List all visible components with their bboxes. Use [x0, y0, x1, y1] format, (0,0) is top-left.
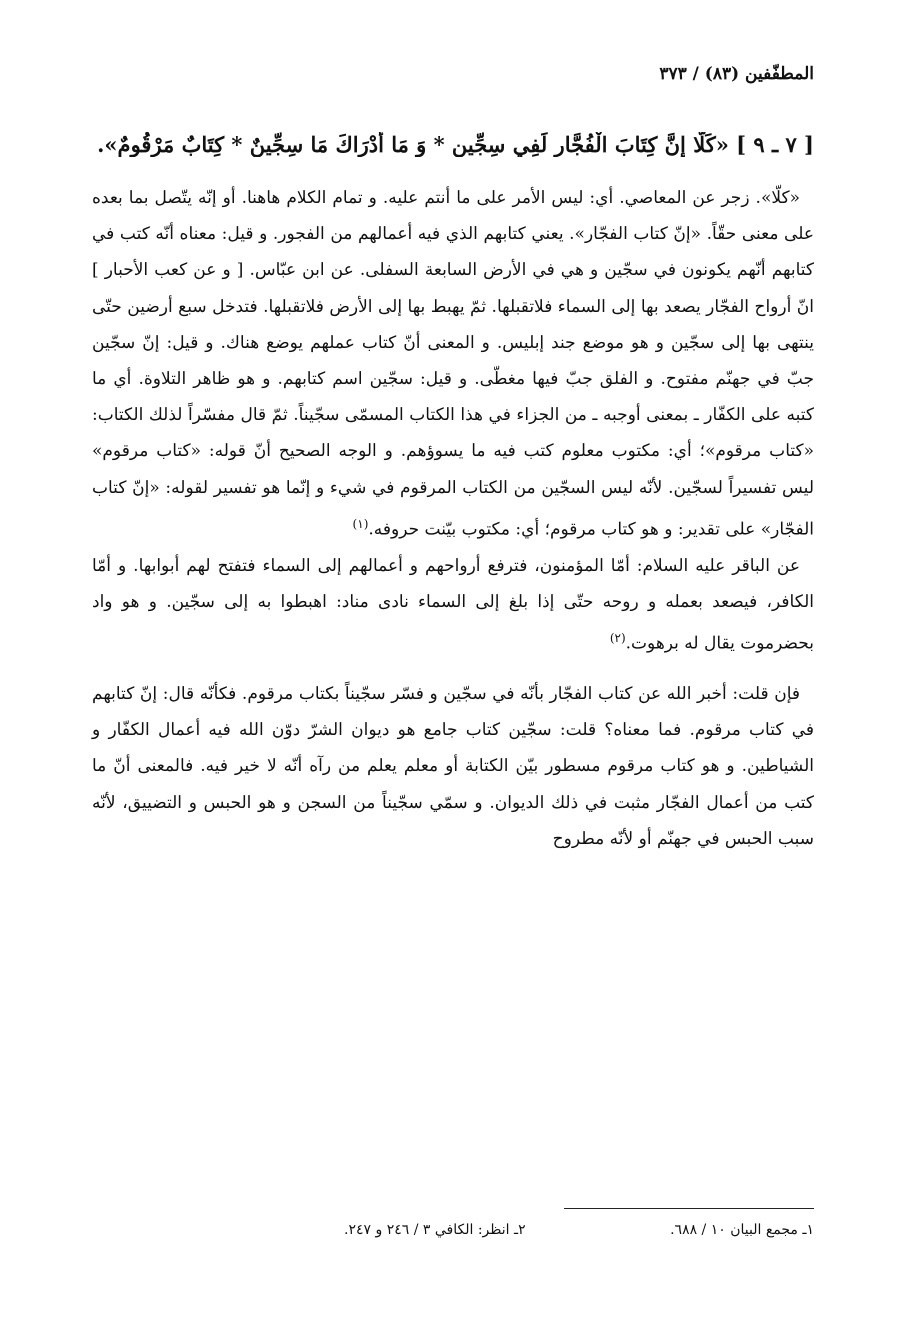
paragraph-text: «كلّا». زجر عن المعاصي. أي: ليس الأمر على ما أنتم عليه. و تمام الكلام هاهنا. أو إنّه يتّصل بما بعده على معنى حقّاً. «إنّ كتاب الفجّار». يعني كتابهم الذي فيه أعمالهم من الفجور. و قيل: معناه أنّه كتب في كتابهم أنّهم يكونون في سجّين و هي في الأرض السابعة السفلى. عن ابن عبّاس. [ و عن كعب الأحبار ] انّ أرواح الفجّار يصعد بها إلى السماء فلاتقبلها. ثمّ يهبط بها إلى الأرض فلاتقبلها. فتدخل سبع أرضين حتّى ينتهى بها إلى سجّين و هو موضع جند إبليس. و المعنى أنّ كتاب عملهم يوضع هناك. و قيل: إنّ سجّين جبّ في جهنّم مفتوح. و الفلق جبّ فيها مغطّى. و قيل: سجّين اسم كتابهم. و هو ظاهر التلاوة. أي ما كتبه على الكفّار ـ بمعنى أوجبه ـ من الجزاء في هذا الكتاب المسمّى سجّيناً. ثمّ قال مفسّراً لذلك الكتاب: «كتاب مرقوم»؛ أي: مكتوب معلوم كتب فيه ما يسوؤهم. و الوجه الصحيح أنّ قوله: «كتاب مرقوم» ليس تفسيراً لسجّين. لأنّه ليس السجّين من الكتاب المرقوم في شيء و إنّما هو تفسير لقوله: «إنّ كتاب الفجّار» على تقدير: و هو كتاب مرقوم؛ أي: مكتوب بيّنت حروفه.: [92, 188, 814, 540]
main-text: [92, 180, 814, 857]
footnote-divider: [564, 1208, 814, 1209]
paragraph: [92, 180, 814, 548]
paragraph-text: عن الباقر عليه السلام: أمّا المؤمنون، فترفع أرواحهم و أعمالهم إلى السماء فتفتح لهم أبوابها. و أمّا الكافر، فيصعد بعمله و روحه حتّى إذا بلغ إلى السماء نادى مناد: اهبطوا به إلى سجّين. و هو واد بحضرموت يقال له برهوت.: [92, 555, 814, 654]
footnote-ref[interactable]: (٢): [609, 631, 626, 646]
paragraph: [92, 676, 814, 857]
footnotes: [92, 1222, 814, 1238]
footnote-2: ٢ـ انظر: الكافي ٣ / ٢٤٦ و ٢٤٧.: [344, 1222, 526, 1238]
footnote-ref[interactable]: (١): [352, 516, 369, 531]
paragraph-text: فإن قلت: أخبر الله عن كتاب الفجّار بأنّه في سجّين و فسّر سجّيناً بكتاب مرقوم. فكأنّه قال: إنّ كتابهم في كتاب مرقوم. فما معناه؟ قلت: سجّين كتاب جامع هو ديوان الشرّ دوّن الله فيه أعمال الكفّار و الشياطين. و هو كتاب مرقوم مسطور بيّن الكتابة أو معلم يعلم من رآه أنّه لا خير فيه. فالمعنى أنّ ما كتب من أعمال الفجّار مثبت في ذلك الديوان. و سمّي سجّيناً من السجن و هو الحبس و التضييق، لأنّه سبب الحبس في جهنّم أو لأنّه مطروح: [92, 683, 814, 849]
quran-verse-heading: [ ٧ ـ ٩ ] «كَلَّا إِنَّ كِتَابَ الْفُجَّارِ لَفِي سِجِّينٍ * وَ مَا أَدْرَاكَ مَا سِجِّينٌ * كِتَابٌ مَرْقُومٌ».: [97, 132, 814, 157]
paragraph: [92, 548, 814, 662]
footnote-1: ١ـ مجمع البيان ١٠ / ٦٨٨.: [670, 1222, 814, 1238]
running-head: المطفّفين (٨٣) / ٣٧٣: [659, 64, 814, 84]
